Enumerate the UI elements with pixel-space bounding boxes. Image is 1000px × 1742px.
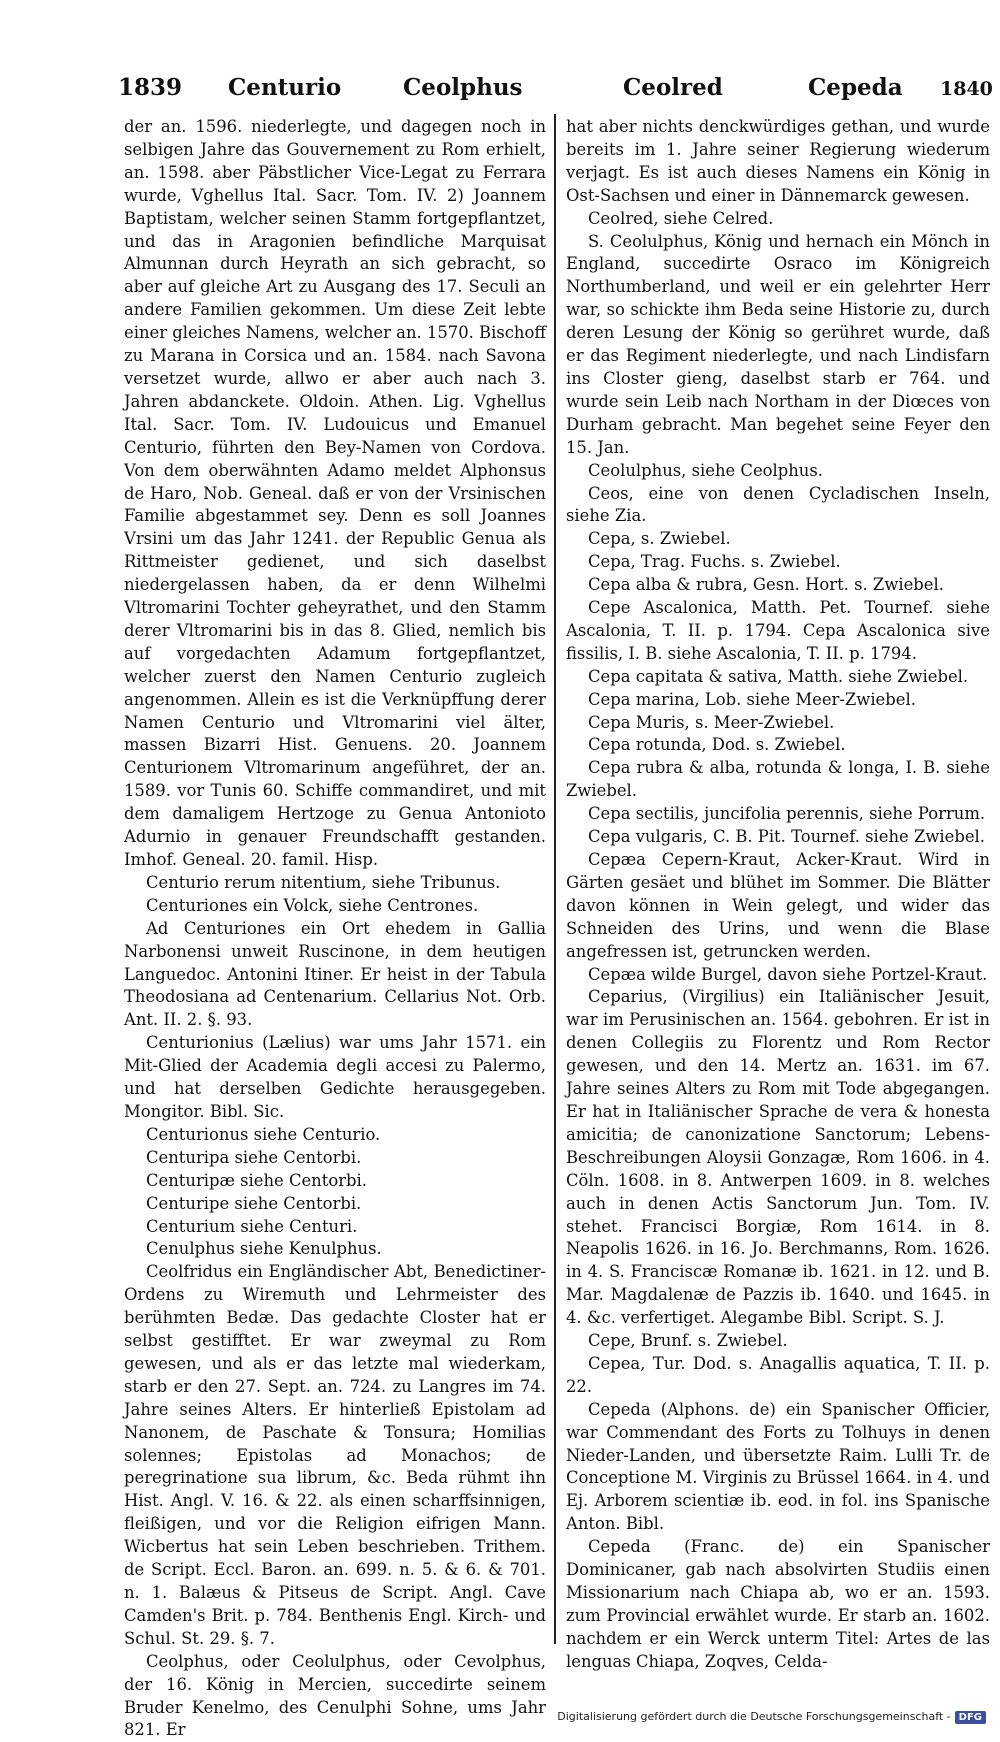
entry-cepe-brunf: Cepe, Brunf. s. Zwiebel.: [588, 1331, 788, 1351]
entry-centurium: Centurium siehe Centuri.: [146, 1216, 358, 1236]
catchword-2: Ceolphus: [403, 74, 523, 101]
entry-s-ceolulphus: S. Ceolulphus, König und hernach ein Mönch in England, succedirte Osraco im Königreich Northumberland, und weil er ein gelehrter Herr war, so schickte ihm Beda seine Historie zu, durch deren Lesung der König so gerühret wurde, daß er das Regiment niederlegte, und nach Lindisfarn ins Closter gieng, daselbst starb er 764. und wurde sein Leib nach Northam in der Diœces von Durham gebracht. Man begehet seine Feyer den 15. Jan.: [566, 231, 990, 457]
entry-cepa-trag: Cepa, Trag. Fuchs. s. Zwiebel.: [588, 552, 841, 572]
entry-cepa-alba: Cepa alba & rubra, Gesn. Hort. s. Zwiebel.: [588, 575, 944, 595]
entry-cepa-capitata: Cepa capitata & sativa, Matth. siehe Zwiebel.: [588, 666, 969, 686]
footer-text: Digitalisierung gefördert durch die Deutsche Forschungsgemeinschaft -: [557, 1710, 951, 1723]
column-divider: [554, 114, 556, 1644]
page-number-left: 1839: [118, 74, 183, 101]
entry-centurionius: Centurionius (Lælius) war ums Jahr 1571. ein Mit-Glied der Academia degli accesi zu Palermo, und hat derselben Gedichte herausgegeben. Mongitor. Bibl. Sic.: [124, 1033, 546, 1121]
entry-cepeda-franc: Cepeda (Franc. de) ein Spanischer Dominicaner, gab nach absolvirten Studiis einen Missionarium nach Chiapa ab, wo er an. 1593. zum Provincial erwählet wurde. Er starb an. 1602. nachdem er ein Werck unterm Titel: Artes de las lenguas Chiapa, Zoqves, Celda-: [566, 1537, 990, 1671]
entry-centurionus: Centurionus siehe Centurio.: [146, 1124, 381, 1144]
entry-cepaea-cepern: Cepæa Cepern-Kraut, Acker-Kraut. Wird in Gärten gesäet und blühet im Sommer. Die Blätter davon können in Wein gelegt, und wider das Schneiden des Urins, und wenn die Blase angefressen ist, getruncken werden.: [566, 850, 990, 961]
entry-cepaea-burgel: Cepæa wilde Burgel, davon siehe Portzel-Kraut.: [588, 964, 988, 984]
entry-cenulphus: Cenulphus siehe Kenulphus.: [146, 1239, 382, 1259]
entry-cepa-marina: Cepa marina, Lob. siehe Meer-Zwiebel.: [588, 689, 916, 709]
entry-ceos: Ceos, eine von denen Cycladischen Inseln, siehe Zia.: [566, 483, 990, 526]
right-column: [566, 116, 990, 1674]
digitization-credit: [557, 1710, 986, 1724]
page-number-right: 1840: [940, 78, 993, 100]
dfg-logo: DFG: [955, 1711, 986, 1724]
catchword-4: Cepeda: [808, 74, 903, 101]
entry-centurio-continued: der an. 1596. niederlegte, und dagegen noch in selbigen Jahre das Gouvernement zu Rom erhielt, an. 1598. aber Päbstlicher Vice-Legat zu Ferrara wurde, Vghellus Ital. Sacr. Tom. IV. 2) Joannem Baptistam, welcher seinen Stamm fortgepflantzet, und das in Aragonien befindliche Marquisat Almunnan durch Heyrath an sich gebracht, so aber auf gleiche Art zu Ausgang des 17. Seculi an andere Familien gekommen. Um diese Zeit lebte einer gleiches Namens, welcher an. 1570. Bischoff zu Marana in Corsica und an. 1584. nach Savona versetzet wurde, allwo er aber auch nach 3. Jahren abdanckete. Oldoin. Athen. Lig. Vghellus Ital. Sacr. Tom. IV. Ludouicus und Emanuel Centurio, führten den Bey-Namen von Cordova. Von dem oberwähnten Adamo meldet Alphonsus de Haro, Nob. Geneal. daß er von der Vrsinischen Familie abgestammet sey. Denn es soll Joannes Vrsini um das Jahr 1241. der Republic Genua als Rittmeister gedienet, und sich daselbst niedergelassen haben, da er denn Wilhelmi Vltromarini Tochter geheyrathet, und den Stamm derer Vltromarini bis in das 8. Glied, nemlich bis auf vorgedachten Adamum fortgepflantzet, welcher zuerst den Namen Centurio zugleich angenommen. Allein es ist die Verknüpffung derer Namen Centurio und Vltromarini viel älter, massen Bizarri Hist. Genuens. 20. Joannem Centurionem Vltromarinum angeführet, der an. 1589. vor Tunis 60. Schiffe commandiret, und mit dem damaligem Hertzoge zu Genua Antonioto Adurnio in genauer Freundschafft gestanden. Imhof. Geneal. 20. famil. Hisp.: [124, 117, 547, 869]
entry-ceolulphus: Ceolulphus, siehe Ceolphus.: [588, 460, 823, 480]
entry-ceolphus: Ceolphus, oder Ceolulphus, oder Cevolphus, der 16. König in Mercien, succedirte seinem Bruder Kenelmo, des Cenulphi Sohne, ums Jahr 821. Er: [124, 1651, 546, 1740]
entry-centurio-rerum: Centurio rerum nitentium, siehe Tribunus.: [146, 872, 501, 892]
entry-centuripa: Centuripa siehe Centorbi.: [146, 1147, 362, 1167]
entry-ceolred: Ceolred, siehe Celred.: [588, 208, 774, 228]
entry-centuriones: Centuriones ein Volck, siehe Centrones.: [146, 895, 479, 915]
entry-ceolfridus: Ceolfridus ein Engländischer Abt, Benedictiner-Ordens zu Wiremuth und Lehrmeister des berühmten Bedæ. Das gedachte Closter hat er selbst gestifftet. Er war zweymal zu Rom gewesen, und als er das letzte mal wiederkam, starb er den 27. Sept. an. 724. zu Langres im 74. Jahre seines Alters. Er hinterließ Epistolam ad Nanonem, de Paschate & Tonsura; Homilias solennes; Epistolas ad Monachos; de peregrinatione sua librum, &c. Beda rühmt ihn Hist. Angl. V. 16. & 22. als einen scharffsinnigen, fleißigen, und vor die Religion eifrigen Mann. Wicbertus hat sein Leben beschrieben. Trithem. de Script. Eccl. Baron. an. 699. n. 5. & 6. & 701. n. 1. Balæus & Pitseus de Script. Angl. Cave Camden's Brit. p. 784. Benthenis Engl. Kirch- und Schul. St. 29. §. 7.: [124, 1262, 546, 1648]
left-column: [124, 116, 546, 1742]
catchword-3: Ceolred: [623, 74, 723, 101]
entry-cepa-muris: Cepa Muris, s. Meer-Zwiebel.: [588, 712, 835, 732]
page-header: [118, 74, 993, 110]
entry-cepa-vulgaris: Cepa vulgaris, C. B. Pit. Tournef. siehe Zwiebel.: [588, 827, 985, 847]
entry-ad-centuriones: Ad Centuriones ein Ort ehedem in Gallia Narbonensi unweit Ruscinone, in dem heutigen Languedoc. Antonini Itiner. Er heist in der Tabula Theodosiana ad Centenarium. Cellarius Not. Orb. Ant. II. 2. §. 93.: [124, 918, 546, 1030]
entry-cepea: Cepea, Tur. Dod. s. Anagallis aquatica, T. II. p. 22.: [566, 1353, 990, 1396]
entry-centuripae: Centuripæ siehe Centorbi.: [146, 1170, 367, 1190]
catchword-1: Centurio: [228, 74, 342, 101]
entry-ceparius: Ceparius, (Virgilius) ein Italiänischer Jesuit, war im Perusinischen an. 1564. gebohren. Er ist in denen Collegiis zu Florentz und Rom Rector gewesen, und den 14. Mertz an. 1631. im 67. Jahre seines Alters zu Rom mit Tode abgegangen. Er hat in Italiänischer Sprache de vera & honesta amicitia; de canonizatione Sanctorum; Lebens-Beschreibungen Aloysii Gonzagæ, Rom 1606. in 4. Cöln. 1608. in 8. Antwerpen 1609. in 8. welches auch in denen Actis Sanctorum Jun. Tom. IV. stehet. Francisci Borgiæ, Rom 1614. in 8. Neapolis 1626. in 16. Jo. Berchmanns, Rom. 1626. in 4. S. Franciscæ Romanæ ib. 1621. in 12. und B. Mar. Magdalenæ de Pazzis ib. 1640. und 1645. in 4. &c. verfertiget. Alegambe Bibl. Script. S. J.: [566, 987, 990, 1328]
entry-ceolphus-continued: hat aber nichts denckwürdiges gethan, und wurde bereits im 1. Jahre seiner Regierung wiederum verjagt. Es ist auch dieses Namens ein König in Ost-Sachsen und einer in Dännemarck gewesen.: [566, 117, 990, 205]
entry-cepa: Cepa, s. Zwiebel.: [588, 529, 731, 549]
entry-cepa-rotunda: Cepa rotunda, Dod. s. Zwiebel.: [588, 735, 846, 755]
entry-cepe-ascalonica: Cepe Ascalonica, Matth. Pet. Tournef. siehe Ascalonia, T. II. p. 1794. Cepa Ascalonica sive fissilis, I. B. siehe Ascalonia, T. II. p. 1794.: [566, 598, 990, 663]
entry-cepa-rubra: Cepa rubra & alba, rotunda & longa, I. B. siehe Zwiebel.: [566, 758, 990, 801]
entry-cepeda-alphons: Cepeda (Alphons. de) ein Spanischer Officier, war Commendant des Forts zu Tolhuys in denen Nieder-Landen, und übersetzte Raim. Lulli Tr. de Conceptione M. Virginis zu Brüssel 1664. in 4. und Ej. Arborem scientiæ ib. eod. in fol. ins Spanische Anton. Bibl.: [566, 1399, 990, 1534]
entry-cepa-sectilis: Cepa sectilis, juncifolia perennis, siehe Porrum.: [588, 804, 986, 824]
entry-centuripe: Centuripe siehe Centorbi.: [146, 1193, 362, 1213]
